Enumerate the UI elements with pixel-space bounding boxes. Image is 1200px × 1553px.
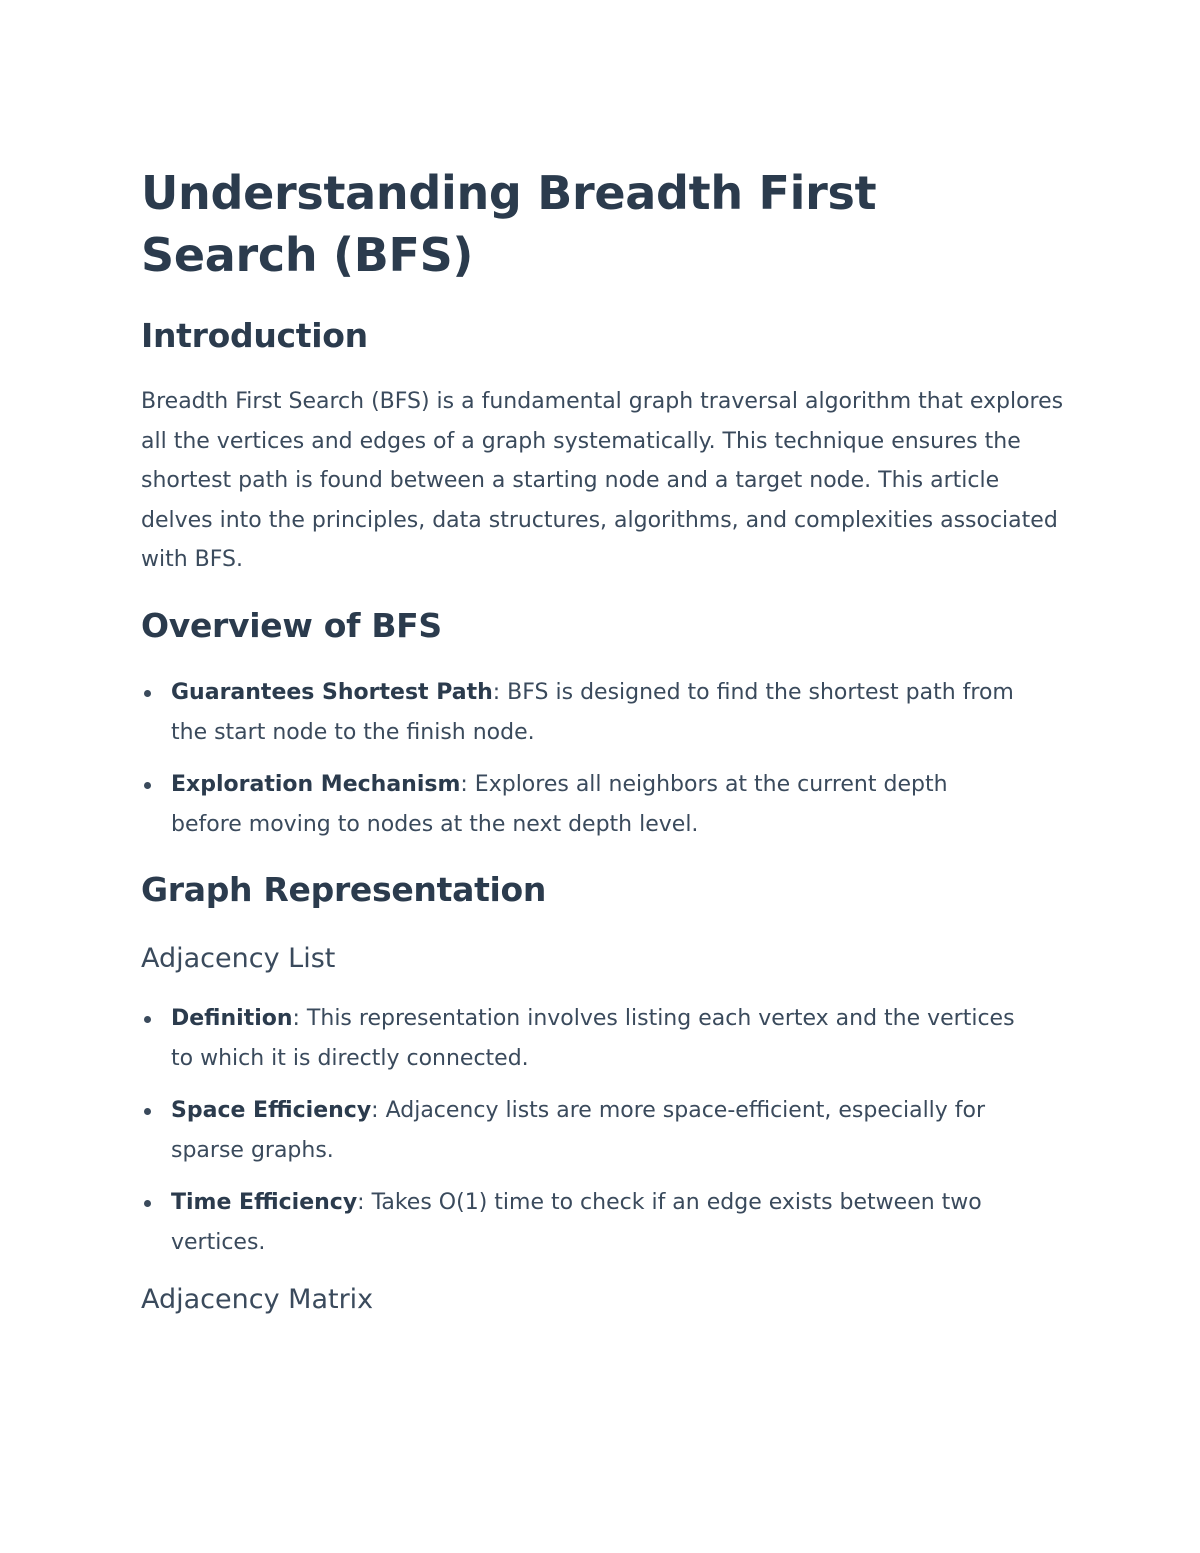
list-item-text: : Explores all neighbors at the current depth before moving to nodes at the next depth level. [171,772,948,837]
heading-introduction: Introduction [141,316,368,355]
list-item [141,673,1021,752]
list-item-term: Guarantees Shortest Path [171,680,493,705]
list-item [141,765,1021,844]
list-item-text: : Adjacency lists are more space-efficient, especially for sparse graphs. [171,1098,986,1163]
list-item-term: Space Efficiency [171,1098,372,1123]
heading-graph-representation: Graph Representation [141,870,547,909]
overview-list [141,673,1021,857]
page-title: Understanding Breadth First Search (BFS) [141,166,877,282]
list-item-term: Time Efficiency [171,1190,358,1215]
intro-paragraph: Breadth First Search (BFS) is a fundamental graph traversal algorithm that explores all the vertices and edges of a graph systematically. This technique ensures the shortest path is found between a starting node and a target node. This article delves into the principles, data structures, algorithms, and complexities associated with BFS. [141,389,1064,572]
subheading-adjacency-list: Adjacency List [141,943,336,974]
list-item [141,1183,1031,1262]
adjacency-list-items [141,999,1031,1275]
subheading-adjacency-matrix: Adjacency Matrix [141,1284,374,1315]
list-item-term: Exploration Mechanism [171,772,461,797]
list-item-term: Definition [171,1006,293,1031]
list-item [141,999,1031,1078]
heading-overview: Overview of BFS [141,606,442,645]
list-item-text: : Takes O(1) time to check if an edge exists between two vertices. [171,1190,982,1255]
list-item-text: : This representation involves listing each vertex and the vertices to which it is directly connected. [171,1006,1015,1071]
list-item [141,1091,1031,1170]
list-item-text: : BFS is designed to find the shortest path from the start node to the finish node. [171,680,1014,745]
